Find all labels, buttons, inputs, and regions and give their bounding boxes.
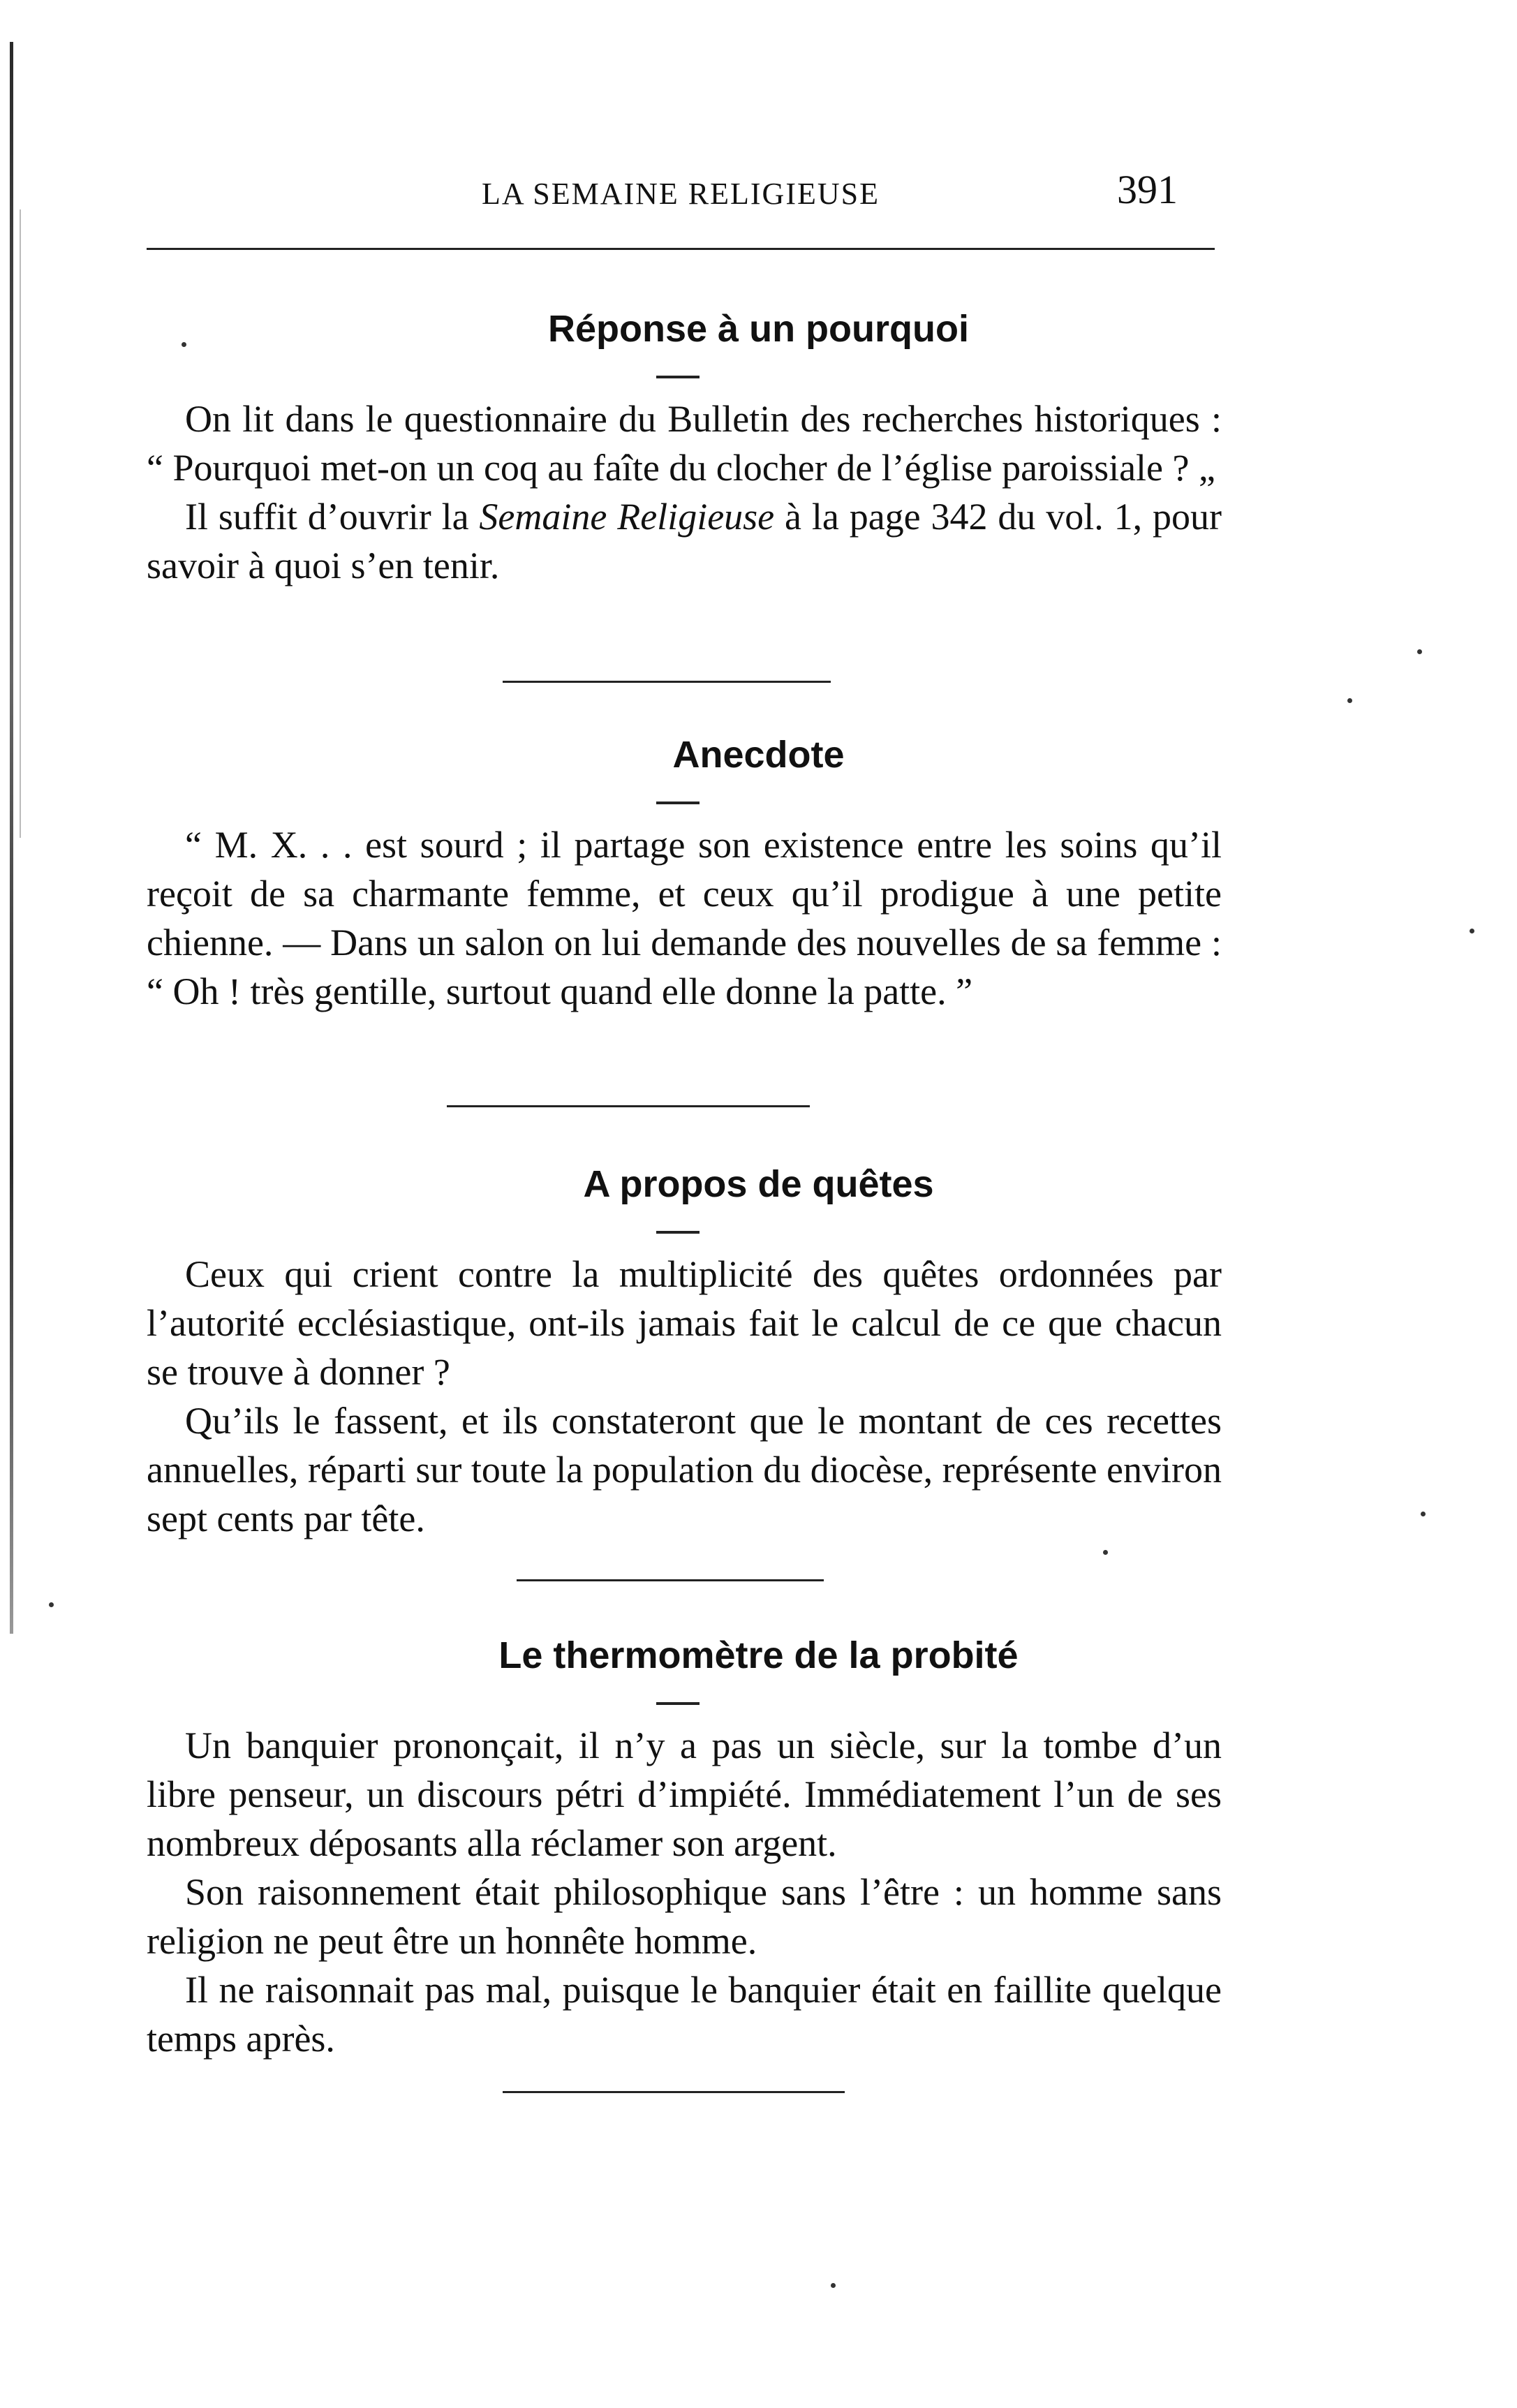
running-header-title: LA SEMAINE RELIGIEUSE — [482, 177, 880, 211]
title-dash — [656, 802, 700, 804]
scan-speck — [49, 1602, 54, 1607]
scan-speck — [1417, 649, 1422, 654]
title-dash — [656, 376, 700, 378]
paragraph: Il suffit d’ouvrir la Semaine Religieuse à la page 342 du vol. 1, pour savoir à quoi s’en tenir. — [147, 496, 1222, 586]
paragraph: On lit dans le questionnaire du Bulletin des recherches historiques : “ Pourquoi met-on un coq au faîte du clocher de l’église paroissiale ? „ — [147, 398, 1222, 489]
section-separator — [447, 1105, 810, 1107]
section-title-quetes: A propos de quêtes — [583, 1163, 934, 1205]
paragraph: Son raisonnement était philosophique sans l’être : un homme sans religion ne peut être un honnête homme. — [147, 1871, 1222, 1962]
header-rule — [147, 248, 1215, 250]
section-body-reponse — [147, 394, 1222, 590]
paragraph: Il ne raisonnait pas mal, puisque le banquier était en faillite quelque temps après. — [147, 1969, 1222, 2060]
paragraph: “ M. X. . . est sourd ; il partage son existence entre les soins qu’il reçoit de sa charmante femme, et ceux qu’il prodigue à une petite chienne. — Dans un salon on lui demande des nouvelles de sa femme : “ Oh ! très gentille, surtout quand elle donne la patte. ” — [147, 824, 1222, 1012]
scan-speck — [831, 2283, 836, 2288]
section-separator — [517, 1579, 824, 1581]
paragraph: Qu’ils le fassent, et ils constateront que le montant de ces recettes annuelles, réparti sur toute la population du diocèse, représente environ sept cents par tête. — [147, 1400, 1222, 1539]
page-binding-edge — [10, 42, 13, 1634]
page-number: 391 — [1117, 167, 1178, 212]
scan-speck — [1421, 1512, 1426, 1516]
title-dash — [656, 1702, 700, 1705]
scan-speck — [1347, 698, 1352, 703]
section-separator — [503, 2091, 845, 2093]
scan-speck — [1103, 1550, 1108, 1555]
section-body-anecdote — [147, 820, 1222, 1016]
section-title-thermometre: Le thermomètre de la probité — [498, 1634, 1019, 1676]
publication-name: Semaine Religieuse — [479, 496, 775, 538]
section-separator — [503, 681, 831, 683]
section-title-anecdote: Anecdote — [672, 734, 845, 776]
title-dash — [656, 1231, 700, 1234]
scan-speck — [182, 342, 186, 347]
scan-speck — [1470, 929, 1474, 933]
section-body-thermometre — [147, 1721, 1222, 2063]
section-body-quetes — [147, 1250, 1222, 1543]
paragraph: Un banquier prononçait, il n’y a pas un siècle, sur la tombe d’un libre penseur, un discours pétri d’impiété. Immédiatement l’un de ses nombreux déposants alla réclamer son argent. — [147, 1724, 1222, 1864]
section-title-reponse: Réponse à un pourquoi — [548, 308, 969, 350]
paragraph: Ceux qui crient contre la multiplicité des quêtes ordonnées par l’autorité ecclésiastique, ont-ils jamais fait le calcul de ce que chacun se trouve à donner ? — [147, 1253, 1222, 1393]
